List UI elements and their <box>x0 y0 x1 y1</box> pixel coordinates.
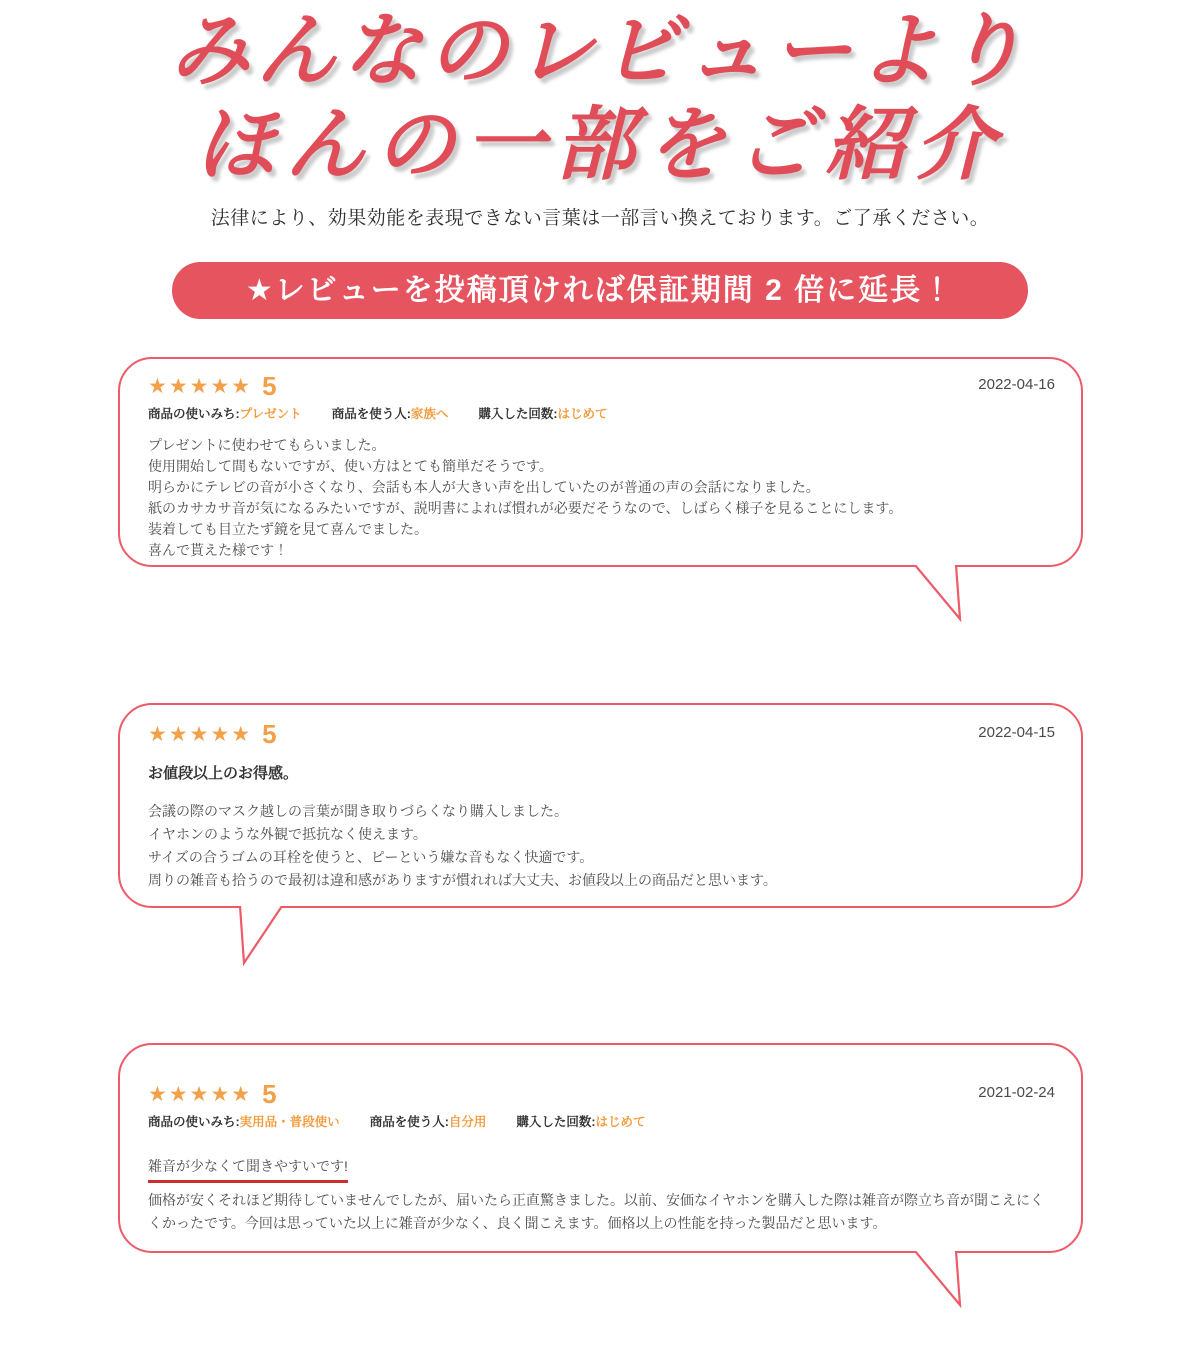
review-date: 2022-04-15 <box>978 724 1055 741</box>
review-line: プレゼントに使わせてもらいました。 <box>148 437 386 453</box>
review-line: 装着しても目立たず鏡を見て喜んでました。 <box>148 521 428 537</box>
review-bubble-3 <box>118 1043 1083 1253</box>
review-line: 明らかにテレビの音が小さくなり、会話も本人が大きい声を出していたのが普通の声の会話になりました。 <box>148 479 820 495</box>
meta-item <box>148 404 302 422</box>
meta-value: 家族へ <box>410 407 449 421</box>
review-line: 会議の際のマスク越しの言葉が聞き取りづらくなり購入しました。 <box>148 803 568 819</box>
review-paragraph: 価格が安くそれほど期待していませんでしたが、届いたら正直驚きました。以前、安価なイヤホンを購入した際は雑音が際立ち音が聞こえにくくかったです。今回は思っていた以上に雑音が少なく、良く聞こえます。価格以上の性能を持った製品だと思います。 <box>148 1192 1044 1231</box>
speech-bubble-tail <box>913 565 965 623</box>
review-date: 2021-02-24 <box>978 1084 1055 1101</box>
review-meta <box>148 1112 646 1130</box>
meta-item <box>332 404 449 422</box>
review-line: サイズの合うゴムの耳栓を使うと、ピーという嫌な音もなく快適です。 <box>148 849 594 865</box>
star-icons: ★★★★★ <box>148 722 253 746</box>
speech-bubble-tail <box>913 1251 965 1309</box>
star-rating <box>148 373 277 399</box>
review-line: イヤホンのような外観で抵抗なく使えます。 <box>148 826 427 842</box>
meta-label: 購入した回数: <box>516 1115 596 1129</box>
legal-disclaimer: 法律により、効果効能を表現できない言葉は一部言い換えております。ご了承ください。 <box>210 208 990 229</box>
review-bubble-1 <box>118 357 1083 567</box>
meta-label: 商品を使う人: <box>331 407 411 421</box>
meta-label: 商品を使う人: <box>369 1115 449 1129</box>
rating-score: 5 <box>262 719 277 749</box>
star-rating <box>148 721 277 747</box>
review-date: 2022-04-16 <box>978 376 1055 393</box>
meta-value: はじめて <box>557 407 608 421</box>
review-title: お値段以上のお得感。 <box>148 765 299 782</box>
meta-label: 商品の使いみち: <box>148 407 240 421</box>
review-body <box>148 1155 1057 1235</box>
review-body <box>148 435 1057 561</box>
rating-score: 5 <box>262 1079 277 1109</box>
speech-bubble-tail <box>234 906 288 968</box>
review-line: 使用開始して間もないですが、使い方はとても簡単だそうです。 <box>148 458 553 474</box>
review-line: 喜んで貰えた様です！ <box>148 542 288 558</box>
page-title-line1: みんなのレビューより <box>170 3 1030 97</box>
review-body <box>148 800 1057 892</box>
review-line: 周りの雑音も拾うので最初は違和感がありますが慣れれば大丈夫、お値段以上の商品だと思います。 <box>148 872 777 888</box>
meta-item <box>370 1112 487 1130</box>
meta-label: 購入した回数: <box>478 407 558 421</box>
meta-item <box>516 1112 645 1130</box>
meta-item <box>478 404 607 422</box>
star-icons: ★★★★★ <box>148 374 253 398</box>
page-title <box>0 2 1200 190</box>
highlighted-review-line: 雑音が少なくて聞きやすいです! <box>148 1155 348 1183</box>
review-bubble-2 <box>118 703 1083 908</box>
star-rating <box>148 1081 277 1107</box>
review-promo-banner: ★レビューを投稿頂ければ保証期間 2 倍に延長！ <box>172 262 1028 319</box>
star-icons: ★★★★★ <box>148 1082 253 1106</box>
meta-value: はじめて <box>595 1115 646 1129</box>
meta-label: 商品の使いみち: <box>148 1115 240 1129</box>
rating-score: 5 <box>262 371 277 401</box>
page-title-line2: ほんの一部をご紹介 <box>195 97 1005 191</box>
meta-value: 自分用 <box>448 1115 487 1129</box>
review-meta <box>148 404 608 422</box>
meta-item <box>148 1112 340 1130</box>
meta-value: 実用品・普段使い <box>239 1115 340 1129</box>
meta-value: プレゼント <box>239 407 302 421</box>
review-line: 紙のカサカサ音が気になるみたいですが、説明書によれば慣れが必要だそうなので、しばらく様子を見ることにします。 <box>148 500 903 516</box>
